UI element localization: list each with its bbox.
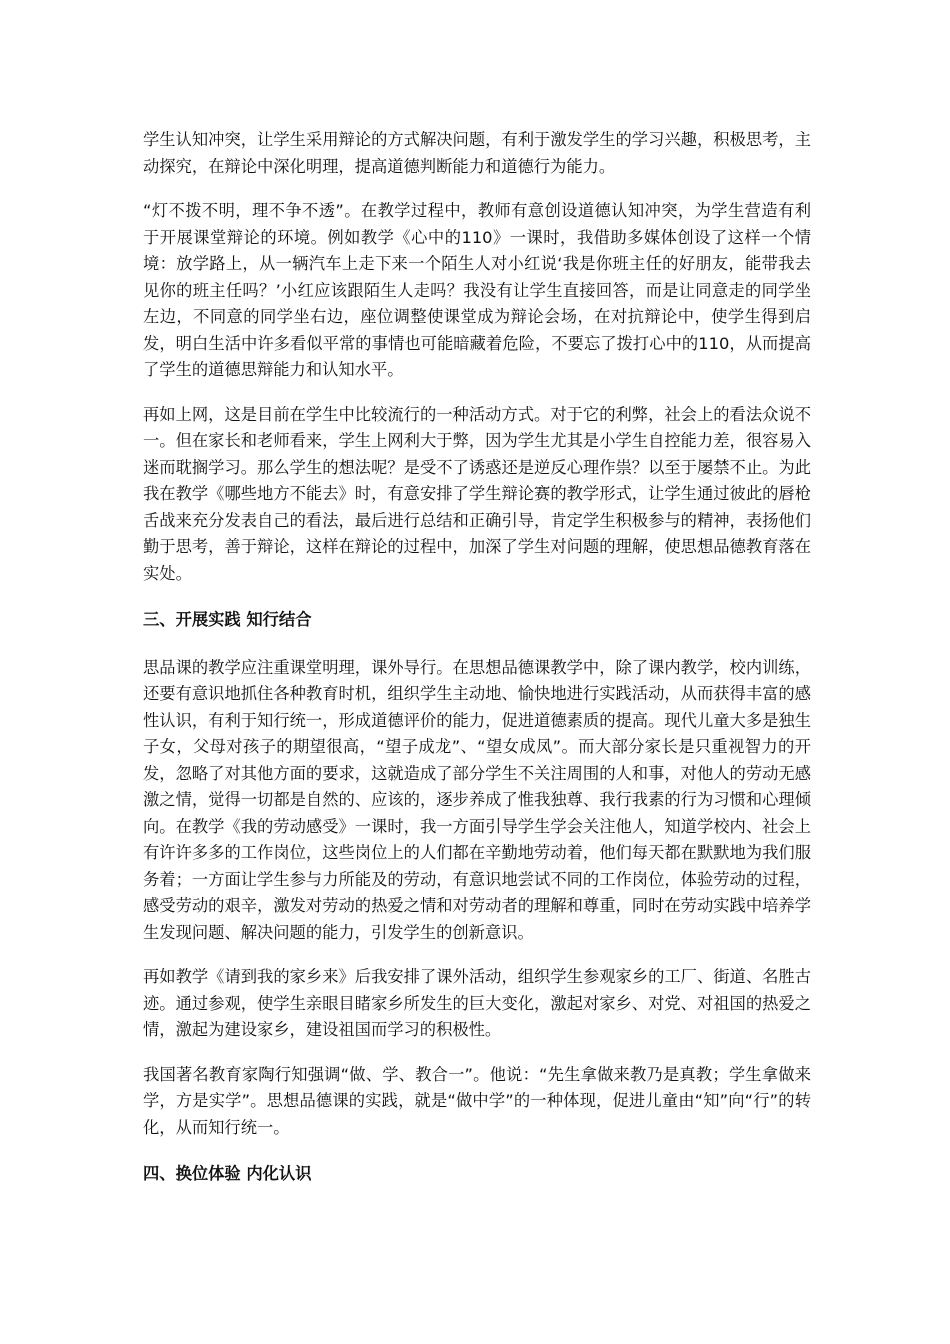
document-page xyxy=(143,127,811,1188)
paragraph-hometown: 再如教学《请到我的家乡来》后我安排了课外活动，组织学生参观家乡的工厂、街道、名胜古迹。通过参观，使学生亲眼目睹家乡所发生的巨大变化，激起对家乡、对党、对祖国的热爱之情，激起为建设家乡，建设祖国而学习的积极性。 xyxy=(143,967,811,1039)
paragraph-internet: 再如上网，这是目前在学生中比较流行的一种活动方式。对于它的利弊，社会上的看法众说不一。但在家长和老师看来，学生上网利大于弊，因为学生尤其是小学生自控能力差，很容易入迷而耽搁学习。那么学生的想法呢？是受不了诱惑还是逆反心理作祟？以至于屡禁不止。为此我在教学《哪些地方不能去》时，有意安排了学生辩论赛的教学形式，让学生通过彼此的唇枪舌战来充分发表自己的看法，最后进行总结和正确引导，肯定学生积极参与的精神，表扬他们勤于思考，善于辩论，这样在辩论的过程中，加深了学生对问题的理解，使思想品德教育落在实处。 xyxy=(143,404,811,583)
paragraph-practice: 思品课的教学应注重课堂明理，课外导行。在思想品德课教学中，除了课内教学，校内训练，还要有意识地抓住各种教育时机，组织学生主动地、愉快地进行实践活动，从而获得丰富的感性认识，有利于知行统一，形成道德评价的能力，促进道德素质的提高。现代儿童大多是独生子女，父母对孩子的期望很高，“望子成龙”、“望女成凤”。而大部分家长是只重视智力的开发，忽略了对其他方面的要求，这就造成了部分学生不关注周围的人和事，对他人的劳动无感激之情，觉得一切都是自然的、应该的，逐步养成了惟我独尊、我行我素的行为习惯和心理倾向。在教学《我的劳动感受》一课时，我一方面引导学生学会关注他人，知道学校内、社会上有许许多多的工作岗位，这些岗位上的人们都在辛勤地劳动着，他们每天都在默默地为我们服务着；一方面让学生参与力所能及的劳动，有意识地尝试不同的工作岗位，体验劳动的过程，感受劳动的艰辛，激发对劳动的热爱之情和对劳动者的理解和尊重，同时在劳动实践中培养学生发现问题、解决问题的能力，引发学生的创新意识。 xyxy=(143,657,811,942)
section-heading-3: 三、开展实践 知行结合 xyxy=(143,610,312,629)
section-heading-4: 四、换位体验 内化认识 xyxy=(143,1164,312,1183)
paragraph-intro: 学生认知冲突，让学生采用辩论的方式解决问题，有利于激发学生的学习兴趣，积极思考，主动探究，在辩论中深化明理，提高道德判断能力和道德行为能力。 xyxy=(143,130,811,176)
paragraph-lamp-quote: “灯不拨不明，理不争不透”。在教学过程中，教师有意创设道德认知冲突，为学生营造有利于开展课堂辩论的环境。例如教学《心中的110》一课时，我借助多媒体创设了这样一个情境：放学路上，从一辆汽车上走下来一个陌生人对小红说‘我是你班主任的好朋友，能带我去见你的班主任吗？’小红应该跟陌生人走吗？我没有让学生直接回答，而是让同意走的同学坐左边，不同意的同学坐右边，座位调整使课堂成为辩论会场，在对抗辩论中，使学生得到启发，明白生活中许多看似平常的事情也可能暗藏着危险，不要忘了拨打心中的110，从而提高了学生的道德思辩能力和认知水平。 xyxy=(143,201,811,379)
paragraph-tao-xingzhi: 我国著名教育家陶行知强调“做、学、教合一”。他说：“先生拿做来教乃是真教；学生拿做来学，方是实学”。思想品德课的实践，就是“做中学”的一种体现，促进儿童由“知”向“行”的转化，从而知行统一。 xyxy=(143,1064,811,1137)
